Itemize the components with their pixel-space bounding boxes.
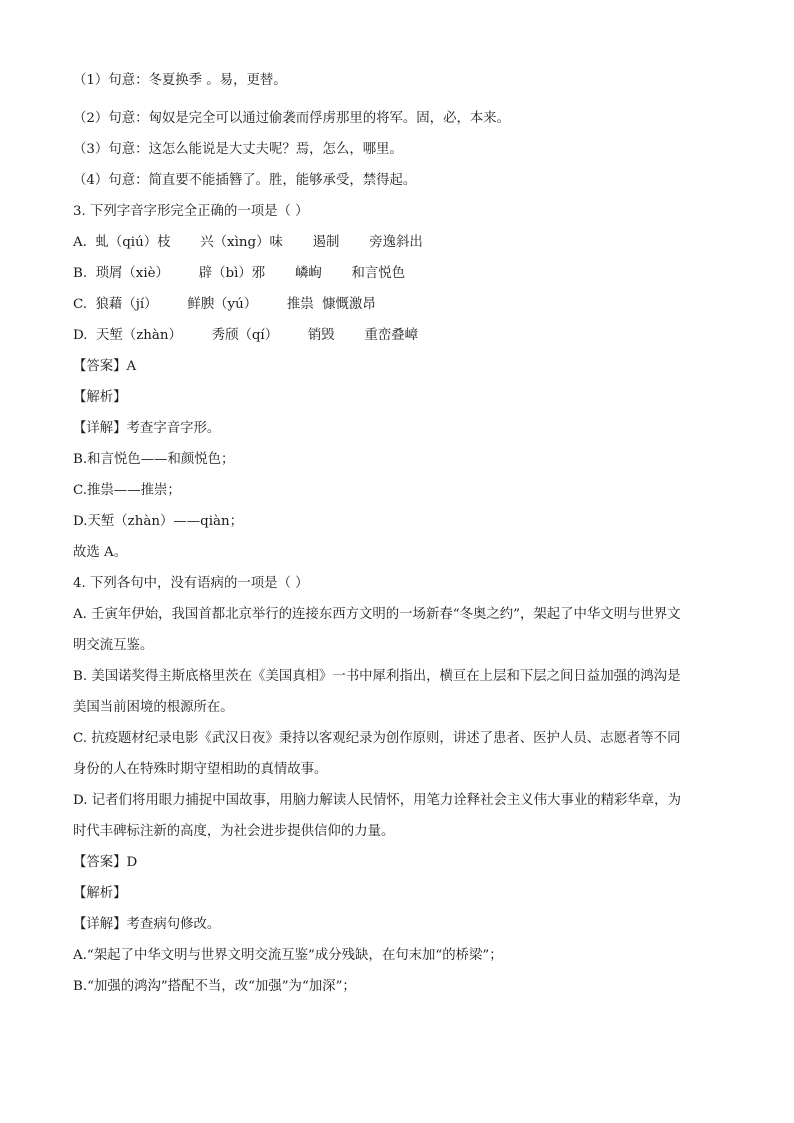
q4-detail: 【详解】考查病句修改。 — [73, 917, 221, 932]
q3-detail: 【详解】考查字音字形。 — [73, 421, 221, 436]
q4-option-c-line2: 身份的人在特殊时期守望相助的真情故事。 — [73, 762, 328, 777]
translation-3: （3）句意：这怎么能说是大丈夫呢？焉，怎么，哪里。 — [73, 142, 403, 157]
q4-option-a-line2: 明交流互鉴。 — [73, 638, 154, 653]
q3-option-c: C. 狼藉（jí） 鲜腴（yú） 推祟 慷慨激昂 — [73, 297, 376, 312]
q3-answer: 【答案】A — [73, 359, 137, 374]
question-3-stem: 3. 下列字音字形完全正确的一项是（ ） — [73, 204, 309, 219]
q3-option-b: B. 琐屑（xiè） 辟（bì）邪 嶙峋 和言悦色 — [73, 266, 406, 281]
q4-option-a-line1: A. 壬寅年伊始，我国首都北京举行的连接东西方文明的一场新春“冬奥之约”，架起了中华文明与世界文 — [73, 607, 681, 622]
question-4-stem: 4. 下列各句中，没有语病的一项是（ ） — [73, 576, 309, 591]
translation-2: （2）句意：匈奴是完全可以通过偷袭而俘虏那里的将军。固，必，本来。 — [73, 111, 511, 126]
q3-analysis-c: C.推祟——推崇； — [73, 483, 181, 498]
q3-analysis-label: 【解析】 — [73, 390, 127, 405]
q4-analysis-label: 【解析】 — [73, 886, 127, 901]
q4-option-c-line1: C. 抗疫题材纪录电影《武汉日夜》秉持以客观纪录为创作原则，讲述了患者、医护人员、志愿者等不同 — [73, 731, 681, 746]
q3-option-a: A. 虬（qiú）枝 兴（xìng）味 遏制 旁逸斜出 — [73, 235, 423, 250]
q4-option-d-line2: 时代丰碑标注新的高度，为社会进步提供信仰的力量。 — [73, 824, 395, 839]
q4-option-b-line1: B. 美国诺奖得主斯底格里茨在《美国真相》一书中犀利指出，横亘在上层和下层之间日益加强的鸿沟是 — [73, 669, 681, 684]
q4-answer: 【答案】D — [73, 855, 138, 870]
q4-option-b-line2: 美国当前困境的根源所在。 — [73, 700, 234, 715]
q4-option-d-line1: D. 记者们将用眼力捕捉中国故事，用脑力解读人民情怀，用笔力诠释社会主义伟大事业的精彩华章，为 — [73, 793, 681, 808]
translation-1: （1）句意：冬夏换季 。易，更替。 — [73, 73, 287, 88]
q3-option-d: D. 天堑（zhàn） 秀颀（qí） 销毁 重峦叠嶂 — [73, 328, 419, 343]
q3-conclusion: 故选 A。 — [73, 545, 128, 560]
q3-analysis-d: D.天堑（zhàn）——qiàn； — [73, 514, 243, 529]
q4-analysis-b: B.“加强的鸿沟”搭配不当，改“加强”为“加深”； — [73, 979, 356, 994]
translation-4: （4）句意：简直要不能插簪了。胜，能够承受，禁得起。 — [73, 173, 417, 188]
q4-analysis-a: A.“架起了中华文明与世界文明交流互鉴”成分残缺，在句末加“的桥梁”； — [73, 948, 503, 963]
q3-analysis-b: B.和言悦色——和颜悦色； — [73, 452, 235, 467]
